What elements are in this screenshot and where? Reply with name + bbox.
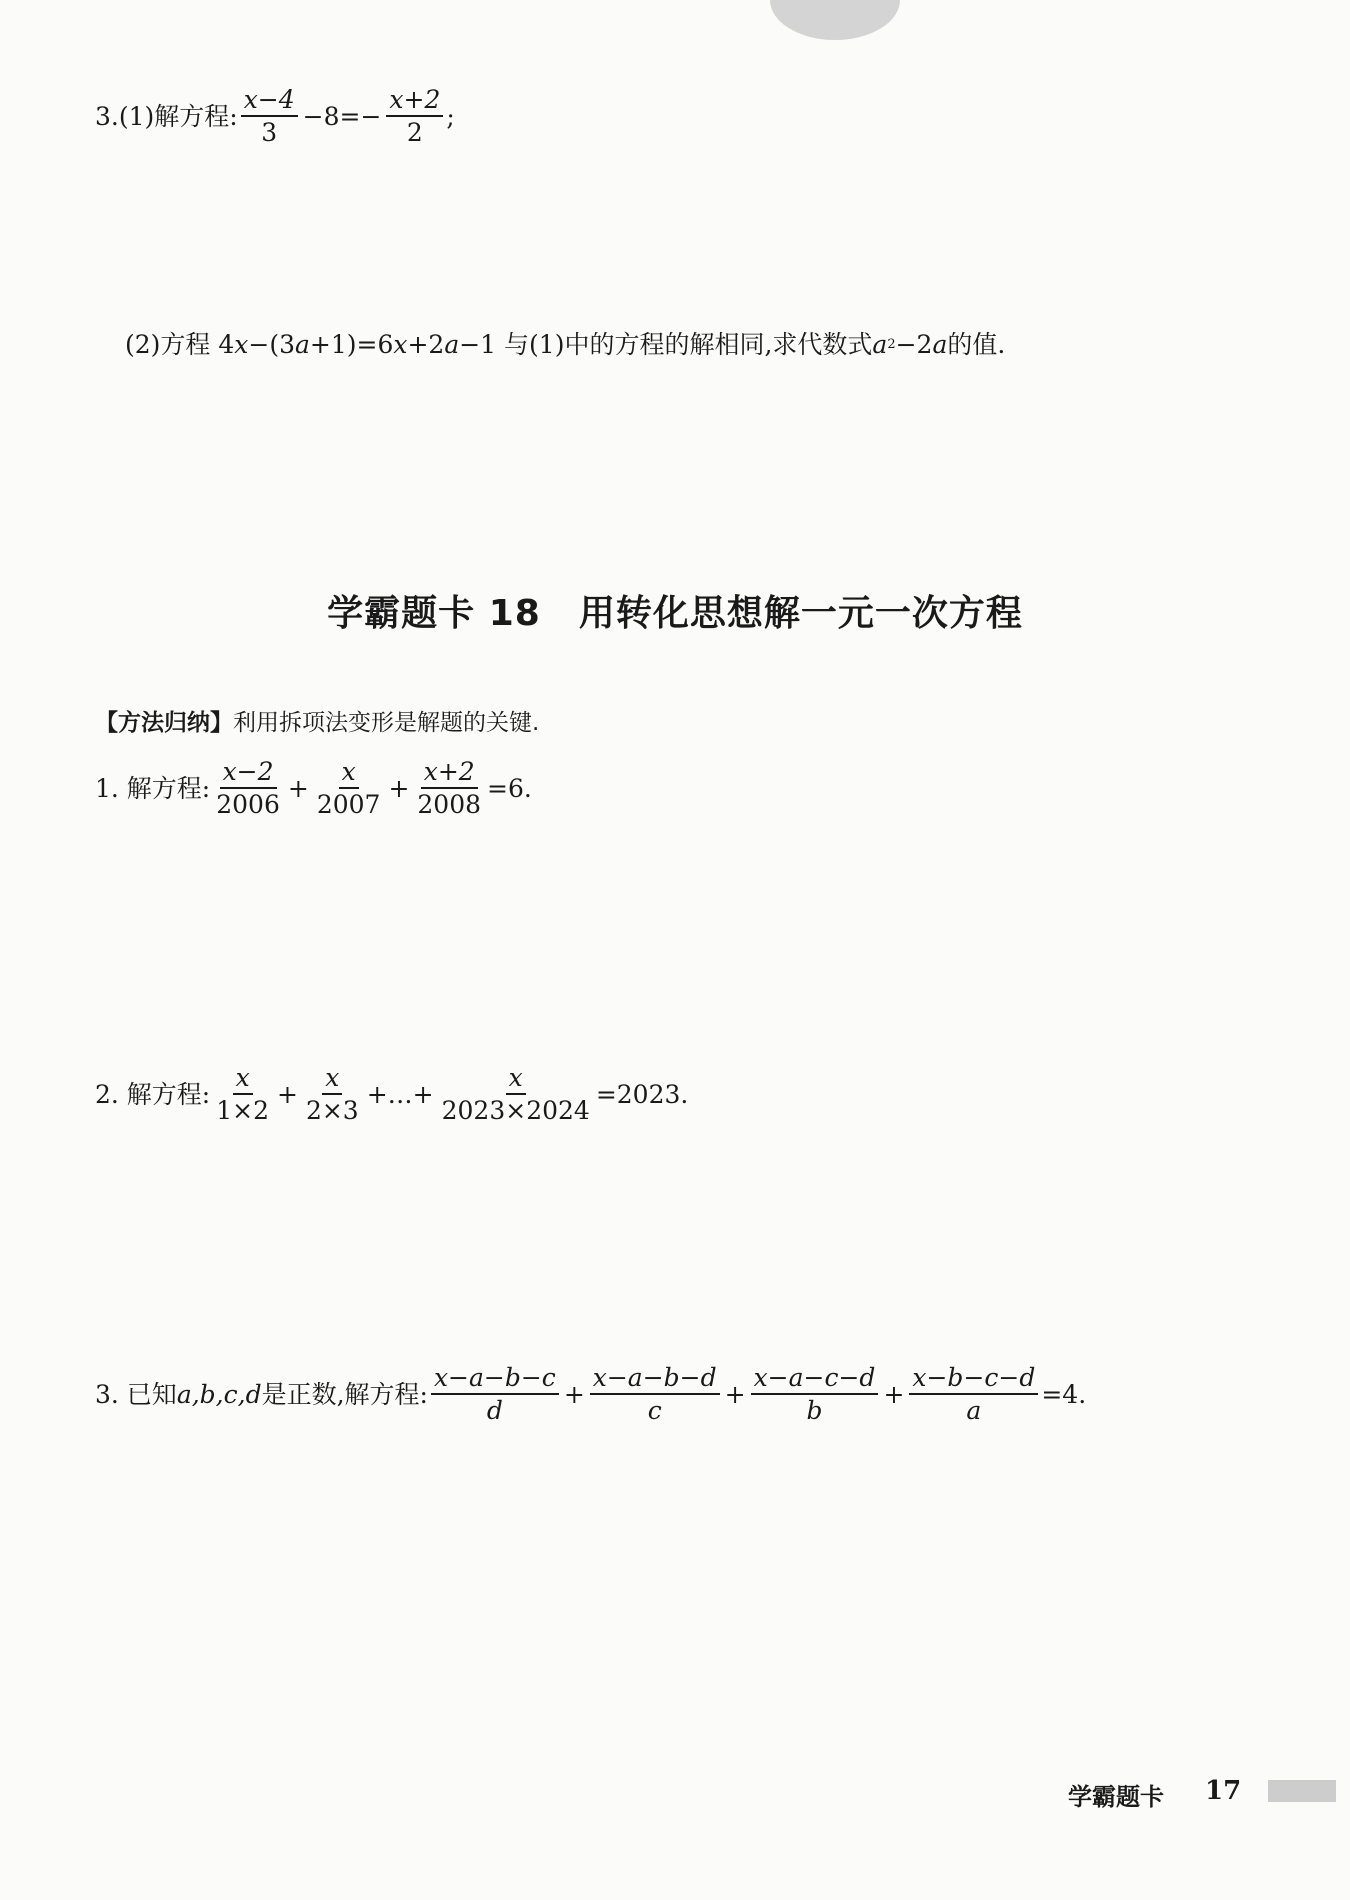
prev-question-3-number: 3. — [95, 101, 119, 131]
question-1-label: 1. 解方程: — [95, 773, 211, 803]
footer-label: 学霸题卡 — [1068, 1783, 1164, 1811]
prev-question-3-part-1: 3. (1)解方程: $\frac{x-4}{3}$ −8=− $\frac{x+2}{2}$ ; — [95, 85, 455, 147]
page-tab-decoration — [770, 0, 900, 40]
question-1: 1. 解方程: $\frac{x-2}{2006}$ + $\frac{x}{2007}$ + $\frac{x+2}{2008}$ =6. — [95, 757, 532, 819]
question-3: 3. 已知 a,b,c,d 是正数,解方程: $\frac{x-a-b-c}{d}$ + $\frac{x-a-b-d}{c}$ + $\frac{x-a-c-d}{b}$ + $\frac{x-b-c-d}{a}$ =4. — [95, 1363, 1087, 1425]
section-title — [0, 585, 1350, 636]
method-summary-tag: 【方法归纳】 — [95, 710, 233, 736]
question-3-label: 3. 已知 — [95, 1379, 177, 1409]
fraction: $\frac{x-a-b-d}{c}$ — [590, 1364, 720, 1424]
question-2: 2. 解方程: $\frac{x}{1\times 2}$ + $\frac{x}{2\times 3}$ +…+ $\frac{x}{2023\times 2024}$ =2023. — [95, 1063, 689, 1125]
fraction: $\frac{x}{2\times 3}$ — [305, 1063, 359, 1125]
method-summary — [95, 704, 539, 737]
method-summary-text: 利用拆项法变形是解题的关键. — [233, 710, 540, 736]
fraction: $\frac{x+2}{2}$ — [386, 86, 443, 146]
fraction: $\frac{x}{2007}$ — [316, 757, 381, 819]
fraction: $\frac{x-4}{3}$ — [241, 86, 298, 146]
prev-question-3-prefix: (1)解方程: — [118, 101, 238, 131]
section-title-topic: 用转化思想解一元一次方程 — [578, 593, 1023, 634]
fraction: $\frac{x}{2023\times 2024}$ — [441, 1063, 590, 1125]
question-3-variables: a,b,c,d — [176, 1379, 262, 1409]
page-number: 17 — [1205, 1776, 1242, 1806]
fraction: $\frac{x-a-b-c}{d}$ — [431, 1364, 559, 1424]
fraction: $\frac{x+2}{2008}$ — [417, 757, 482, 819]
fraction: $\frac{x}{1\times 2}$ — [216, 1063, 269, 1125]
footer-bar-decoration — [1268, 1780, 1336, 1802]
fraction: $\frac{x-2}{2006}$ — [216, 757, 280, 819]
prev-question-3-part-2: (2)方程 4 x −(3 a +1)=6 x +2 a −1 与(1)中的方程的解相同,求代数式 a 2 −2 a 的值. — [125, 330, 1006, 359]
fraction: $\frac{x-b-c-d}{a}$ — [909, 1364, 1038, 1424]
section-title-number: 学霸题卡 18 — [327, 593, 541, 634]
fraction: $\frac{x-a-c-d}{b}$ — [751, 1364, 879, 1424]
question-2-label: 2. 解方程: — [95, 1079, 211, 1109]
